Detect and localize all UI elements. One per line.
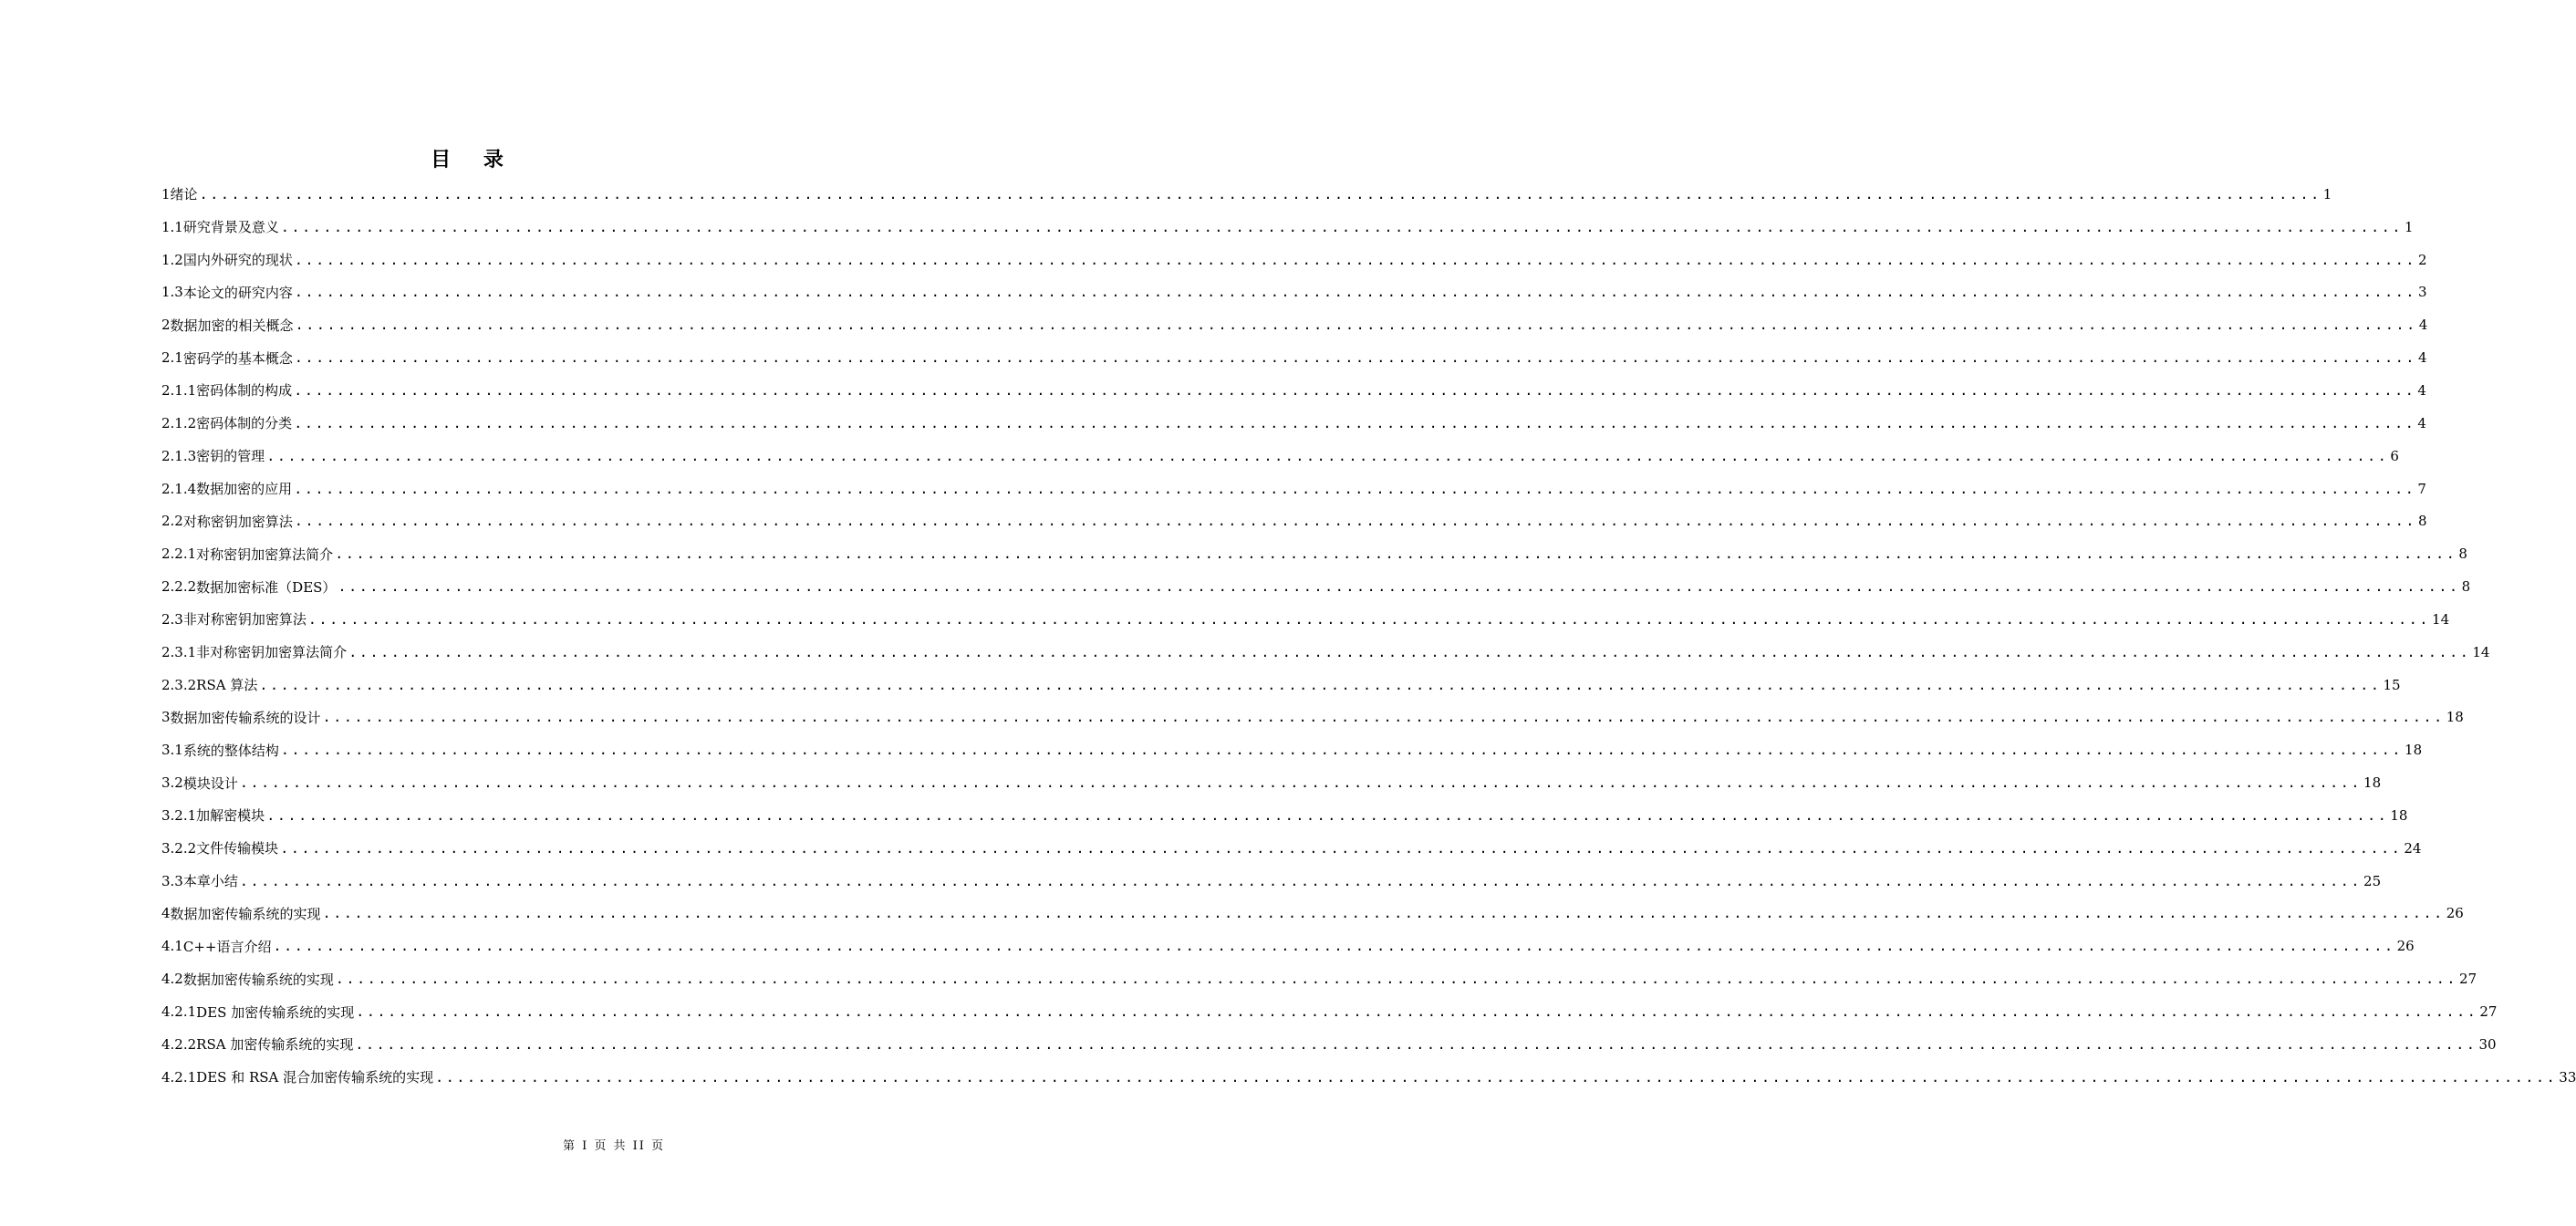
toc-dot-leader: ........................................................................................................................................................................................................ — [259, 676, 2382, 693]
toc-entry-page: 33 — [2559, 1068, 2576, 1086]
toc-dot-leader: ........................................................................................................................................................................................................ — [307, 610, 2431, 628]
toc-entry-number: 3.2.2 — [161, 839, 197, 857]
toc-entry-page: 18 — [2390, 806, 2408, 824]
toc-entry-number: 3.1 — [161, 742, 183, 759]
toc-entry — [161, 308, 2428, 341]
toc-dot-leader: ........................................................................................................................................................................................................ — [239, 774, 2363, 792]
toc-dot-leader: ........................................................................................................................................................................................................ — [239, 872, 2363, 889]
toc-entry — [161, 799, 2408, 832]
toc-dot-leader: ........................................................................................................................................................................................................ — [294, 414, 2416, 431]
toc-entry-title: 系统的整体结构 — [182, 742, 279, 759]
toc-entry — [161, 930, 2415, 962]
toc-entry-number: 3 — [161, 709, 171, 726]
toc-entry — [161, 701, 2464, 734]
toc-entry-title: 文件传输模块 — [196, 840, 279, 857]
toc-dot-leader: ........................................................................................................................................................................................................ — [356, 1003, 2478, 1021]
toc-entry-number: 4.2.1 — [161, 1003, 197, 1021]
toc-entry — [161, 374, 2426, 407]
toc-entry-number: 2.1 — [161, 349, 183, 367]
toc-dot-leader: ........................................................................................................................................................................................................ — [294, 513, 2417, 530]
toc-dot-leader: ........................................................................................................................................................................................................ — [280, 218, 2404, 235]
toc-entry-title: DES 和 RSA 混合加密传输系统的实现 — [196, 1069, 434, 1086]
toc-entry-number: 2.2 — [161, 513, 183, 530]
toc-entry-title: 国内外研究的现状 — [182, 252, 293, 269]
toc-entry-page: 4 — [2417, 381, 2426, 399]
toc-entry-page: 14 — [2472, 643, 2490, 660]
toc-entry-page: 4 — [2417, 414, 2426, 431]
toc-entry — [161, 1028, 2497, 1061]
toc-entry-title: 模块设计 — [182, 774, 238, 792]
toc-entry — [161, 570, 2471, 603]
toc-dot-leader: ........................................................................................................................................................................................................ — [280, 742, 2404, 759]
toc-entry-page: 7 — [2417, 480, 2426, 497]
toc-entry-number: 2.3.2 — [161, 676, 197, 693]
toc-entry-page: 15 — [2383, 676, 2401, 693]
toc-entry-page: 26 — [2446, 905, 2464, 922]
toc-entry-page: 18 — [2446, 709, 2464, 726]
toc-dot-leader: ........................................................................................................................................................................................................ — [295, 317, 2417, 334]
toc-entry-page: 8 — [2458, 545, 2467, 563]
toc-entry — [161, 407, 2426, 440]
toc-entry-title: 数据加密的应用 — [196, 481, 293, 498]
toc-entry-number: 2.2.1 — [161, 545, 197, 563]
toc-dot-leader: ........................................................................................................................................................................................................ — [294, 381, 2416, 399]
toc-entry-title: C++语言介绍 — [182, 938, 272, 955]
toc-dot-leader: ........................................................................................................................................................................................................ — [294, 251, 2417, 268]
toc-entry-title: 研究背景及意义 — [182, 219, 279, 236]
toc-entry-number: 4.1 — [161, 938, 183, 955]
toc-entry-page: 26 — [2396, 938, 2415, 955]
toc-entry-page: 1 — [2322, 185, 2332, 203]
toc-entry-page: 3 — [2418, 284, 2427, 301]
toc-entry-number: 4.2.1 — [161, 1068, 197, 1086]
toc-entry — [161, 865, 2382, 898]
toc-entry — [161, 440, 2399, 473]
toc-entry-number: 4.2.2 — [161, 1035, 197, 1053]
toc-entry-number: 4 — [161, 905, 171, 922]
toc-title: 目 录 — [431, 149, 516, 171]
toc-entry-title: 非对称密钥加密算法简介 — [196, 644, 348, 661]
toc-entry-title: 加解密模块 — [196, 807, 265, 825]
toc-entry — [161, 636, 2490, 669]
toc-entry-title: 非对称密钥加密算法 — [182, 611, 306, 629]
toc-entry-page: 4 — [2418, 317, 2428, 334]
toc-dot-leader: ........................................................................................................................................................................................................ — [335, 545, 2457, 563]
toc-dot-leader: ........................................................................................................................................................................................................ — [294, 284, 2417, 301]
toc-entry-number: 1.1 — [161, 218, 183, 235]
toc-entry-number: 2.3 — [161, 610, 183, 628]
toc-entry-page: 8 — [2461, 578, 2471, 596]
toc-entry — [161, 1061, 2576, 1094]
toc-entry-page: 1 — [2405, 218, 2414, 235]
toc-entry-title: 密码学的基本概念 — [182, 349, 293, 367]
toc-entry — [161, 962, 2477, 995]
toc-dot-leader: ........................................................................................................................................................................................................ — [273, 938, 2395, 955]
toc-entry-title: 数据加密的相关概念 — [170, 317, 294, 334]
toc-dot-leader: ........................................................................................................................................................................................................ — [294, 349, 2417, 367]
toc-entry — [161, 276, 2427, 309]
toc-entry-title: 密码体制的构成 — [196, 382, 293, 400]
toc-entry-number: 2.3.1 — [161, 643, 197, 660]
toc-entry-title: 数据加密传输系统的设计 — [170, 709, 321, 726]
toc-dot-leader: ........................................................................................................................................................................................................ — [335, 971, 2458, 988]
toc-entry-page: 4 — [2418, 349, 2427, 367]
toc-entry-number: 3.3 — [161, 872, 183, 889]
toc-entry-page: 2 — [2418, 251, 2427, 268]
toc-dot-leader: ........................................................................................................................................................................................................ — [322, 905, 2445, 922]
toc-entry — [161, 898, 2464, 930]
toc-entry — [161, 211, 2414, 244]
toc-entry-page: 18 — [2363, 774, 2382, 792]
toc-entry-page: 18 — [2405, 742, 2423, 759]
toc-dot-leader: ........................................................................................................................................................................................................ — [294, 480, 2416, 497]
toc-entry — [161, 537, 2467, 570]
toc-entry-page: 14 — [2432, 610, 2450, 628]
toc-dot-leader: ........................................................................................................................................................................................................ — [199, 185, 2322, 203]
toc-entry — [161, 244, 2427, 276]
toc-entry-number: 2.1.2 — [161, 414, 197, 431]
toc-entry-number: 1 — [161, 185, 171, 203]
toc-entry-title: 数据加密传输系统的实现 — [182, 971, 334, 988]
toc-dot-leader: ........................................................................................................................................................................................................ — [355, 1035, 2477, 1053]
toc-entry-page: 8 — [2418, 513, 2427, 530]
toc-dot-leader: ........................................................................................................................................................................................................ — [280, 839, 2403, 857]
toc-entry-title: 数据加密标准（DES） — [196, 578, 337, 596]
toc-entry-page: 27 — [2479, 1003, 2498, 1021]
toc-entry — [161, 995, 2498, 1028]
toc-entry-number: 2.1.1 — [161, 381, 197, 399]
toc-entry-number: 3.2.1 — [161, 806, 197, 824]
toc-entry-number: 1.2 — [161, 251, 183, 268]
toc-entry-number: 1.3 — [161, 284, 183, 301]
toc-entry-page: 24 — [2404, 839, 2422, 857]
page-footer: 第 I 页 共 II 页 — [563, 1139, 666, 1153]
toc-entry — [161, 504, 2427, 537]
toc-entry-title: 对称密钥加密算法简介 — [196, 545, 334, 563]
toc-entry-title: 本章小结 — [182, 873, 238, 890]
toc-entry-number: 2 — [161, 317, 171, 334]
toc-entry-page: 27 — [2459, 971, 2477, 988]
toc-entry-number: 2.1.3 — [161, 447, 197, 464]
toc-dot-leader: ........................................................................................................................................................................................................ — [338, 578, 2460, 596]
toc-entry-title: 绪论 — [170, 186, 198, 203]
toc-entry-title: DES 加密传输系统的实现 — [196, 1003, 355, 1021]
table-of-contents — [161, 178, 2576, 1094]
toc-entry — [161, 341, 2427, 374]
toc-dot-leader: ........................................................................................................................................................................................................ — [266, 806, 2389, 824]
toc-entry-page: 25 — [2363, 872, 2382, 889]
toc-dot-leader: ........................................................................................................................................................................................................ — [322, 709, 2445, 726]
toc-entry-title: RSA 算法 — [196, 677, 258, 694]
toc-entry — [161, 473, 2426, 505]
toc-entry-page: 6 — [2390, 447, 2399, 464]
toc-dot-leader: ........................................................................................................................................................................................................ — [266, 447, 2389, 464]
toc-entry — [161, 733, 2423, 766]
toc-entry-title: 对称密钥加密算法 — [182, 513, 293, 530]
toc-entry-number: 3.2 — [161, 774, 183, 792]
toc-dot-leader: ........................................................................................................................................................................................................ — [348, 643, 2471, 660]
toc-entry — [161, 603, 2450, 636]
toc-entry-page: 30 — [2478, 1035, 2497, 1053]
toc-entry-title: 本论文的研究内容 — [182, 284, 293, 301]
toc-entry-title: 密码体制的分类 — [196, 415, 293, 432]
toc-entry-title: 密钥的管理 — [196, 448, 265, 465]
toc-entry-number: 2.1.4 — [161, 480, 197, 497]
toc-entry-number: 4.2 — [161, 971, 183, 988]
toc-entry-title: RSA 加密传输系统的实现 — [196, 1036, 354, 1054]
toc-entry — [161, 669, 2401, 701]
toc-entry — [161, 766, 2382, 799]
toc-entry-number: 2.2.2 — [161, 578, 197, 596]
toc-entry — [161, 832, 2422, 865]
toc-entry-title: 数据加密传输系统的实现 — [170, 905, 321, 922]
toc-dot-leader: ........................................................................................................................................................................................................ — [435, 1068, 2558, 1086]
toc-entry — [161, 178, 2332, 211]
